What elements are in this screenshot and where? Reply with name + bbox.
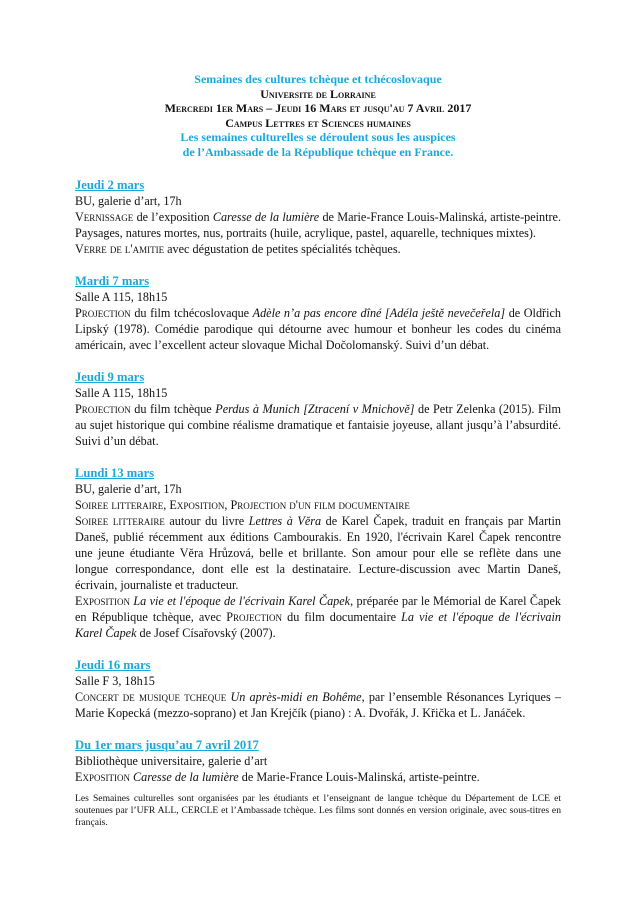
event-text: , préparée par le Mémorial de Karel Čapek en République tchèque, avec xyxy=(75,593,562,624)
event-location: BU, galerie d’art, 17h xyxy=(75,193,182,208)
event-description xyxy=(75,769,561,785)
footer-note: Les Semaines culturelles sont organisées par les étudiants et l’enseignant de langue tchèque du Département de LCE et soutenues par l’UFR ALL, CERCLE et l’Ambassade tchèque. Les films sont donnés en version originale, avec sous-titres en français. xyxy=(75,792,561,829)
event-date: Jeudi 2 mars xyxy=(75,177,145,192)
document-page xyxy=(75,72,561,839)
event-text: autour du livre xyxy=(164,513,249,528)
event-title: Un après-midi en Bohême xyxy=(226,689,362,704)
event-text: de Karel Čapek, traduit en français par Martin Daneš, publié récemment aux éditions Cambourakis. En 1920, l'écrivain Karel Čapek rencontre une jeune étudiante Věra Hrůzová, belle et brillante. Son amour pour elle se reflète dans une longue correspondance, dont elle est la destinataire. Lecture-discussion avec Martin Daneš, écrivain, journaliste et traducteur. xyxy=(75,513,561,592)
event-location: BU, galerie d’art, 17h xyxy=(75,481,182,496)
header-dates: Mercredi 1er Mars – Jeudi 16 Mars et jusqu'au 7 Avril 2017 xyxy=(164,101,472,116)
event-location: Salle A 115, 18h15 xyxy=(75,385,168,400)
event-description xyxy=(75,241,561,257)
event-title: La vie et l'époque de l'écrivain Karel Čapek xyxy=(75,609,561,640)
event-text: du film tchécoslovaque xyxy=(130,305,253,320)
event-jeudi-9-mars xyxy=(75,370,561,449)
event-label: Projection xyxy=(75,305,131,320)
event-label: Vernissage xyxy=(75,209,134,224)
event-title: La vie et l'époque de l'écrivain Karel Čapek xyxy=(129,593,351,608)
event-title: Adèle n’a pas encore dîné [Adéla ještě nevečeřela] xyxy=(252,305,506,320)
event-location: Bibliothèque universitaire, galerie d’art xyxy=(75,753,268,768)
event-subtitle: Soiree litteraire, Exposition, Projection d'un film documentaire xyxy=(75,497,410,512)
event-list xyxy=(75,178,561,785)
event-mardi-7-mars xyxy=(75,274,561,353)
event-label: Soiree litteraire xyxy=(75,513,165,528)
event-text: , par l’ensemble Résonances Lyriques – Marie Kopecká (mezzo-soprano) et Jan Krejčík (piano) : A. Dvořák, J. Křička et L. Janáček. xyxy=(75,689,561,720)
event-date: Jeudi 16 mars xyxy=(75,657,151,672)
header-university: Universite de Lorraine xyxy=(260,86,376,101)
event-text: avec dégustation de petites spécialités tchèques. xyxy=(164,241,401,256)
event-location: Salle A 115, 18h15 xyxy=(75,289,168,304)
event-text: de Marie-France Louis-Malinská, artiste-peintre. xyxy=(238,769,480,784)
event-date: Du 1er mars jusqu’au 7 avril 2017 xyxy=(75,737,259,752)
event-title: Perdus à Munich [Ztracení v Mnichově] xyxy=(215,401,415,416)
event-description xyxy=(75,593,561,641)
header-auspices-1: Les semaines culturelles se déroulent sous les auspices xyxy=(180,130,456,145)
header-title: Semaines des cultures tchèque et tchécoslovaque xyxy=(194,72,442,86)
event-description xyxy=(75,401,561,449)
event-description xyxy=(75,689,561,721)
header-auspices-2: de l’Ambassade de la République tchèque en France. xyxy=(182,144,454,159)
event-text: de Oldřich Lipský (1978). Comédie parodique qui détourne avec humour et bonheur les codes du cinéma américain, avec l’excellent acteur slovaque Michal Dočolomanský. Suivi d’un débat. xyxy=(75,305,561,352)
event-text: de Josef Císařovský (2007). xyxy=(136,625,276,640)
event-label: Exposition xyxy=(75,593,130,608)
event-lundi-13-mars xyxy=(75,466,561,641)
event-date: Lundi 13 mars xyxy=(75,465,155,480)
event-text: du film tchèque xyxy=(130,401,216,416)
event-description xyxy=(75,209,561,241)
event-exposition-period xyxy=(75,738,561,785)
event-location: Salle F 3, 18h15 xyxy=(75,673,155,688)
event-title: Lettres à Věra xyxy=(248,513,322,528)
event-description xyxy=(75,305,561,353)
event-text: de Petr Zelenka (2015). Film au sujet historique qui combine réalisme dramatique et fantaisie joyeuse, allant jusqu’à l’absurdité. Suivi d’un débat. xyxy=(75,401,561,448)
event-text: de l’exposition xyxy=(133,209,213,224)
event-label: Verre de l'amitie xyxy=(75,241,165,256)
event-label: Concert de musique tcheque xyxy=(75,689,227,704)
event-text: du film documentaire xyxy=(282,609,402,624)
event-title: Caresse de la lumière xyxy=(129,769,239,784)
header-campus: Campus Lettres et Sciences humaines xyxy=(225,115,411,130)
event-description xyxy=(75,513,561,593)
event-label: Projection xyxy=(75,401,131,416)
event-date: Mardi 7 mars xyxy=(75,273,150,288)
event-date: Jeudi 9 mars xyxy=(75,369,145,384)
event-title: Caresse de la lumière xyxy=(212,209,320,224)
event-label: Projection xyxy=(226,609,283,624)
event-jeudi-2-mars xyxy=(75,178,561,257)
document-header xyxy=(75,72,561,160)
event-jeudi-16-mars xyxy=(75,658,561,721)
event-text: de Marie-France Louis-Malinská, artiste-peintre. Paysages, natures mortes, nus, portraits (huile, acrylique, pastel, aquarelle, techniques mixtes). xyxy=(75,209,562,240)
event-label: Exposition xyxy=(75,769,130,784)
